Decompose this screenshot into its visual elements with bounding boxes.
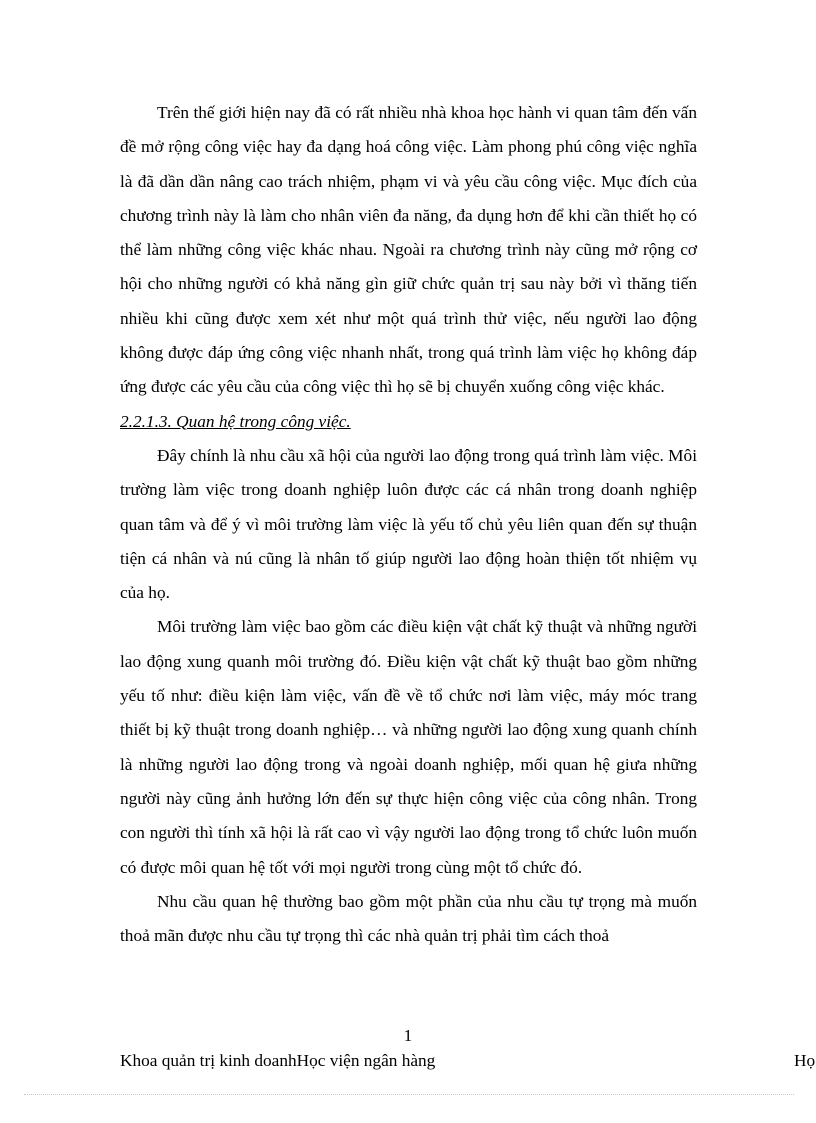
page-bottom-divider [24, 1094, 794, 1095]
paragraph-job-enrichment: Trên thế giới hiện nay đã có rất nhiều nhà khoa học hành vi quan tâm đến vấn đề mở rộng công việc hay đa dạng hoá công việc. Làm phong phú công việc nghĩa là đã dần dần nâng cao trách nhiệm, phạm vi và yêu cầu công việc. Mục đích của chương trình này là làm cho nhân viên đa năng, đa dụng hơn để khi cần thiết họ có thể làm những công việc khác nhau. Ngoài ra chương trình này cũng mở rộng cơ hội cho những người có khả năng gìn giữ chức quản trị sau này bởi vì thăng tiến nhiều khi cũng được xem xét như một quá trình thử việc, nếu người lao động không được đáp ứng công việc nhanh nhất, trong quá trình làm việc họ không đáp ứng được các yêu cầu của công việc thì họ sẽ bị chuyển xuống công việc khác. [120, 103, 697, 397]
page-number: 1 [403, 1026, 413, 1045]
paragraph-work-environment: Môi trường làm việc bao gồm các điều kiện vật chất kỹ thuật và những người lao động xung quanh môi trường đó. Điều kiện vật chất kỹ thuật bao gồm những yếu tố như: điều kiện làm việc, vấn đề về tổ chức nơi làm việc, máy móc trang thiết bị kỹ thuật trong doanh nghiệp… và những người lao động xung quanh chính là những người lao động trong và ngoài doanh nghiệp, mối quan hệ giưa những người này cũng ảnh hưởng lớn đến sự thực hiện công việc của công nhân. Trong con người thì tính xã hội là rất cao vì vậy người lao động trong tổ chức luôn muốn có được môi quan hệ tốt với mọi người trong cùng một tổ chức đó. [120, 617, 697, 877]
footer-right-text: Họ [794, 1051, 816, 1070]
paragraph-relationship-needs: Nhu cầu quan hệ thường bao gồm một phần của nhu cầu tự trọng mà muốn thoả mãn được nhu cầu tự trọng thì các nhà quản trị phải tìm cách thoả [120, 891, 697, 946]
paragraph-social-needs: Đây chính là nhu cầu xã hội của người lao động trong quá trình làm việc. Môi trường làm việc trong doanh nghiệp luôn được các cá nhân trong doanh nghiệp quan tâm và để ý vì môi trường làm việc là yếu tố chủ yêu liên quan đến sự thuận tiện cá nhân và nú cũng là nhân tố giúp người lao động hoàn thiện tốt nhiệm vụ của họ. [120, 445, 697, 603]
body-text [120, 96, 697, 953]
section-heading: 2.2.1.3. Quan hệ trong công việc. [120, 411, 351, 431]
footer-left-text: Khoa quản trị kinh doanhHọc viện ngân hàng [120, 1051, 436, 1070]
